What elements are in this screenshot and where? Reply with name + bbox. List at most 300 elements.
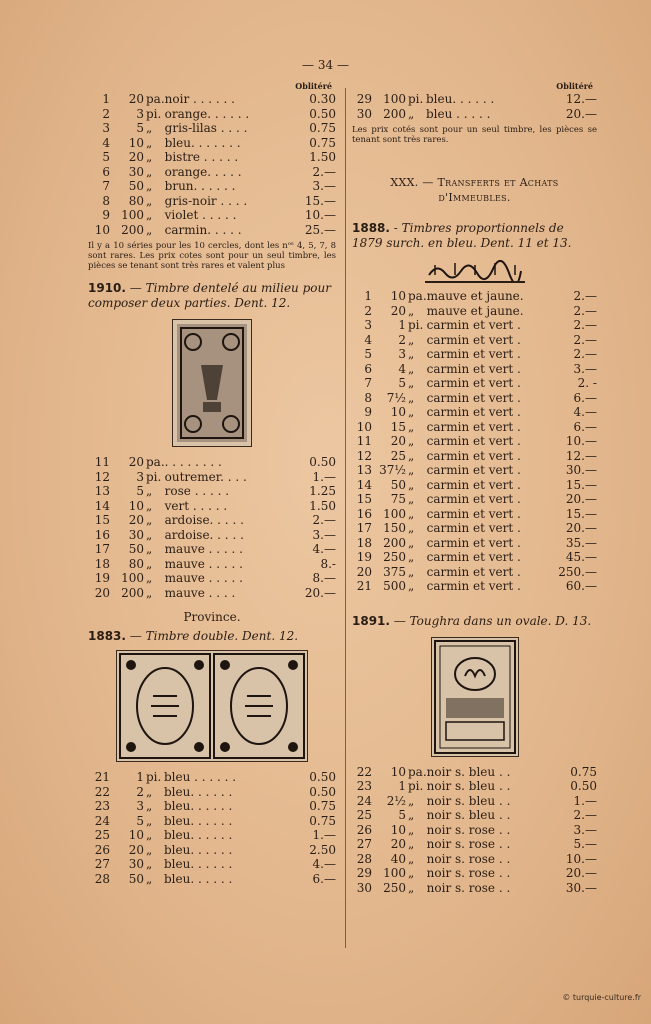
stamp-row [88, 499, 336, 514]
stamp-value: 200 [121, 585, 144, 600]
stamp-unit: pi. [146, 770, 162, 784]
stamp-row [352, 420, 597, 435]
stamp-value: 20 [128, 842, 144, 857]
stamp-number: 8 [364, 390, 372, 405]
stamp-value: 20 [128, 513, 144, 527]
stamp-unit: „ [408, 448, 415, 463]
stamp-price: 8.- [320, 556, 336, 571]
stamp-row [88, 121, 336, 136]
stamp-unit: „ [146, 542, 153, 556]
stamp-image-1910 [172, 319, 252, 447]
stamp-value: 20 [390, 434, 406, 448]
stamp-price: 4.— [312, 857, 336, 871]
stamp-price: 45.— [565, 550, 597, 564]
stamp-color: carmin et vert . [426, 492, 521, 506]
stamp-price: 1.50 [309, 150, 336, 164]
stamp-price: 0.75 [570, 764, 597, 779]
stamp-color: carmin et vert . [426, 332, 521, 347]
stamp-unit: „ [146, 842, 153, 857]
stamp-price: 1.50 [309, 498, 336, 513]
stamp-row [88, 150, 336, 165]
stamp-number: 12 [356, 448, 372, 463]
stamp-number: 9 [364, 405, 372, 419]
note-series: Il y a 10 séries pour les 10 cercles, dont les nᵒˢ 4, 5, 7, 8 sont rares. Les prix cotes sont pour un seul timbre, les pièces se tenant sont très rares et valent plus [88, 241, 336, 271]
stamp-number: 23 [356, 779, 372, 793]
stamp-unit: „ [408, 866, 415, 880]
stamp-row [88, 799, 336, 814]
stamp-price: 0.50 [309, 784, 336, 799]
section-xxx [352, 175, 597, 205]
stamp-price: 2.— [573, 303, 597, 318]
stamp-value: 5 [136, 484, 144, 498]
stamp-row [88, 92, 336, 107]
stamp-unit: „ [408, 390, 415, 405]
section-1910-year: 1910. [88, 281, 126, 295]
stamp-price: 2.— [312, 513, 336, 527]
stamp-unit: „ [408, 550, 415, 564]
stamp-table-29-30 [352, 92, 597, 121]
stamp-unit: „ [408, 851, 415, 866]
stamp-unit: „ [146, 828, 153, 842]
stamp-value: 5 [398, 376, 406, 390]
stamp-unit: „ [146, 813, 153, 828]
stamp-color: bleu . . . . . [426, 106, 491, 121]
stamp-row [88, 208, 336, 223]
stamp-table-1888 [352, 289, 597, 594]
stamp-unit: „ [408, 405, 415, 419]
stamp-value: 25 [390, 448, 406, 463]
stamp-number: 30 [356, 106, 372, 121]
stamp-value: 200 [121, 222, 144, 237]
stamp-price: 8.— [312, 571, 336, 585]
stamp-price: 0.50 [309, 455, 336, 469]
stamp-row [352, 852, 597, 867]
stamp-1910-illustration [173, 320, 251, 446]
stamp-color: carmin. . . . . [164, 222, 242, 237]
stamp-number: 26 [356, 822, 372, 837]
stamp-color: orange. . . . . . [164, 106, 250, 121]
stamp-value: 100 [383, 866, 406, 880]
stamp-number: 18 [356, 535, 372, 550]
stamp-color: bleu. . . . . . [164, 871, 233, 886]
stamp-row [352, 765, 597, 780]
left-column [88, 80, 336, 886]
stamp-value: 50 [128, 179, 144, 193]
stamp-value: 80 [128, 193, 144, 208]
stamp-value: 2½ [386, 793, 406, 808]
stamp-price: 25.— [304, 222, 336, 237]
stamp-value: 1 [398, 779, 406, 793]
stamp-price: 30.— [565, 880, 597, 895]
stamp-color: violet . . . . . [164, 208, 237, 222]
stamp-1891-illustration [432, 638, 518, 756]
stamp-row [88, 785, 336, 800]
stamp-color: gris-noir . . . . [164, 193, 248, 208]
stamp-number: 14 [356, 477, 372, 492]
province-heading: Province. [183, 610, 241, 624]
stamp-number: 24 [356, 793, 372, 808]
stamp-color: rose . . . . . [164, 484, 230, 498]
stamp-color: carmin et vert . [426, 347, 521, 361]
stamp-number: 16 [94, 527, 110, 542]
section-1883-text: — Timbre double. Dent. 12. [129, 629, 299, 643]
stamp-unit: „ [408, 332, 415, 347]
stamp-color: bleu. . . . . . [164, 857, 233, 871]
stamp-color: noir . . . . . . [164, 92, 235, 106]
stamp-price: 2.— [573, 347, 597, 361]
stamp-value: 200 [383, 106, 406, 121]
section-1891-text: — Toughra dans un ovale. D. 13. [393, 613, 592, 628]
stamp-unit: „ [408, 347, 415, 361]
stamp-price: 15.— [565, 477, 597, 492]
stamp-color: carmin et vert . [426, 376, 521, 390]
stamp-value: 10 [128, 135, 144, 150]
stamp-number: 5 [364, 347, 372, 361]
stamp-value: 80 [128, 556, 144, 571]
section-1891-year: 1891. [352, 613, 390, 628]
stamp-price: 30.— [565, 463, 597, 477]
stamp-unit: pi. [408, 92, 424, 106]
stamp-value: 1 [398, 318, 406, 332]
stamp-row [88, 455, 336, 470]
stamp-unit: „ [408, 506, 415, 521]
stamp-row [88, 571, 336, 586]
stamp-unit: „ [146, 121, 153, 135]
stamp-color: bleu. . . . . . [164, 799, 233, 813]
stamp-value: 10 [128, 828, 144, 842]
stamp-price: 0.75 [309, 813, 336, 828]
stamp-color: vert . . . . . [164, 498, 228, 513]
stamp-color: carmin et vert . [426, 477, 521, 492]
stamp-price: 3.— [573, 361, 597, 376]
stamp-row [352, 405, 597, 420]
stamp-color: carmin et vert . [426, 448, 521, 463]
stamp-price: 15.— [565, 506, 597, 521]
stamp-color: carmin et vert . [426, 405, 521, 419]
stamp-row [352, 579, 597, 594]
stamp-price: 20.— [565, 106, 597, 121]
stamp-value: 2 [398, 332, 406, 347]
stamp-value: 50 [390, 477, 406, 492]
stamp-value: 30 [128, 527, 144, 542]
stamp-price: 3.— [573, 822, 597, 837]
stamp-row [352, 449, 597, 464]
stamp-value: 40 [390, 851, 406, 866]
stamp-unit: „ [408, 564, 415, 579]
stamp-value: 250 [383, 550, 406, 564]
stamp-unit: „ [146, 585, 153, 600]
stamp-value: 30 [128, 857, 144, 871]
section-xxx-line1: XXX. — Transferts et Achats [390, 176, 559, 189]
stamp-unit: pa. [146, 455, 165, 469]
watermark: © turquie-culture.fr [562, 993, 641, 1002]
stamp-row [352, 107, 597, 122]
stamp-value: 3 [136, 799, 144, 813]
stamp-price: 5.— [573, 837, 597, 851]
stamp-price: 0.50 [309, 106, 336, 121]
stamp-price: 15.— [304, 193, 336, 208]
stamp-row [88, 513, 336, 528]
stamp-color: ardoise. . . . . [164, 527, 244, 542]
stamp-unit: pi. [408, 779, 424, 793]
stamp-row [352, 507, 597, 522]
stamp-unit: „ [146, 799, 153, 813]
stamp-number: 16 [356, 506, 372, 521]
stamp-number: 12 [94, 469, 110, 484]
stamp-number: 17 [356, 521, 372, 535]
stamp-unit: „ [408, 808, 415, 822]
stamp-row [352, 289, 597, 304]
stamp-value: 7½ [386, 390, 406, 405]
stamp-1883-illustration [117, 651, 307, 761]
stamp-value: 20 [128, 92, 144, 106]
stamp-number: 1 [364, 289, 372, 303]
stamp-number: 6 [364, 361, 372, 376]
stamp-value: 10 [390, 405, 406, 419]
stamp-number: 7 [102, 179, 110, 193]
stamp-row [352, 478, 597, 493]
stamp-color: gris-lilas . . . . [164, 121, 248, 135]
stamp-value: 375 [383, 564, 406, 579]
stamp-color: mauve . . . . [164, 585, 236, 600]
stamp-value: 3 [136, 469, 144, 484]
stamp-table-1-10 [88, 92, 336, 237]
stamp-price: 2. - [577, 376, 597, 390]
stamp-unit: pa. [408, 764, 427, 779]
stamp-unit: „ [146, 484, 153, 498]
stamp-color: carmin et vert . [426, 361, 521, 376]
stamp-color: . . . . . . . . [164, 455, 222, 469]
stamp-row [352, 492, 597, 507]
stamp-unit: pa. [146, 92, 165, 106]
stamp-row [88, 770, 336, 785]
stamp-number: 21 [94, 770, 110, 784]
section-1910-text: — Timbre dentelé au milieu pour composer deux parties. Dent. 12. [88, 281, 331, 310]
stamp-price: 20.— [565, 521, 597, 535]
stamp-unit: „ [146, 571, 153, 585]
stamp-unit: pi. [146, 106, 162, 121]
stamp-color: carmin et vert . [426, 419, 521, 434]
stamp-value: 5 [136, 121, 144, 135]
stamp-row [88, 179, 336, 194]
stamp-number: 10 [356, 419, 372, 434]
stamp-number: 22 [356, 764, 372, 779]
stamp-number: 2 [364, 303, 372, 318]
page-number: — 34 — [302, 58, 349, 72]
stamp-value: 20 [390, 837, 406, 851]
stamp-row [352, 434, 597, 449]
overprint-script-icon [425, 259, 525, 281]
stamp-number: 20 [94, 585, 110, 600]
stamp-price: 3.— [312, 527, 336, 542]
stamp-number: 30 [356, 880, 372, 895]
stamp-color: noir s. rose . . [426, 851, 511, 866]
stamp-row [352, 391, 597, 406]
stamp-unit: „ [146, 527, 153, 542]
stamp-value: 150 [383, 521, 406, 535]
stamp-color: noir s. rose . . [426, 866, 511, 880]
stamp-unit: „ [408, 419, 415, 434]
stamp-number: 14 [94, 498, 110, 513]
stamp-value: 5 [136, 813, 144, 828]
stamp-number: 7 [364, 376, 372, 390]
stamp-price: 1.— [573, 793, 597, 808]
stamp-price: 6.— [312, 871, 336, 886]
stamp-color: mauve . . . . . [164, 556, 243, 571]
stamp-number: 2 [102, 106, 110, 121]
stamp-color: mauve . . . . . [164, 571, 243, 585]
stamp-number: 21 [356, 579, 372, 593]
stamp-row [352, 881, 597, 896]
stamp-row [352, 333, 597, 348]
stamp-row [352, 866, 597, 881]
stamp-price: 20.— [565, 492, 597, 506]
stamp-price: 0.50 [570, 779, 597, 793]
stamp-number: 4 [102, 135, 110, 150]
stamp-number: 27 [356, 837, 372, 851]
stamp-row [88, 557, 336, 572]
stamp-row [88, 857, 336, 872]
stamp-color: brun. . . . . . [164, 179, 236, 193]
stamp-unit: „ [408, 376, 415, 390]
stamp-row [88, 843, 336, 858]
stamp-value: 10 [128, 498, 144, 513]
stamp-row [88, 828, 336, 843]
stamp-unit: „ [408, 434, 415, 448]
stamp-unit: „ [408, 837, 415, 851]
stamp-price: 35.— [565, 535, 597, 550]
stamp-price: 0.50 [309, 770, 336, 784]
stamp-color: carmin et vert . [426, 550, 521, 564]
stamp-value: 15 [390, 419, 406, 434]
stamp-number: 4 [364, 332, 372, 347]
note-price: Les prix cotés sont pour un seul timbre, les pièces se tenant sont très rares. [352, 125, 597, 145]
stamp-color: outremer. . . . [164, 469, 247, 484]
stamp-number: 28 [356, 851, 372, 866]
stamp-unit: „ [146, 193, 153, 208]
stamp-unit: „ [408, 880, 415, 895]
stamp-number: 19 [356, 550, 372, 564]
stamp-color: carmin et vert . [426, 521, 521, 535]
stamp-value: 10 [390, 764, 406, 779]
stamp-number: 3 [364, 318, 372, 332]
stamp-number: 11 [94, 455, 110, 469]
stamp-unit: „ [146, 135, 153, 150]
stamp-unit: „ [146, 222, 153, 237]
stamp-color: carmin et vert . [426, 318, 521, 332]
stamp-value: 3 [398, 347, 406, 361]
column-divider [345, 88, 346, 948]
stamp-price: 2.— [573, 332, 597, 347]
stamp-price: 2.— [573, 318, 597, 332]
stamp-price: 0.75 [309, 799, 336, 813]
stamp-color: bleu. . . . . . [164, 813, 233, 828]
stamp-row [88, 136, 336, 151]
stamp-price: 250.— [558, 564, 597, 579]
stamp-number: 18 [94, 556, 110, 571]
stamp-number: 9 [102, 208, 110, 222]
section-1888-text: - Timbres proportionnels de 1879 surch. en bleu. Dent. 11 et 13. [352, 221, 572, 250]
stamp-image-1891 [431, 637, 519, 757]
stamp-color: bleu. . . . . . [164, 828, 233, 842]
stamp-color: carmin et vert . [426, 579, 521, 593]
stamp-price: 1.— [312, 469, 336, 484]
section-1883 [88, 629, 336, 644]
stamp-row [88, 872, 336, 887]
stamp-row [88, 165, 336, 180]
stamp-row [88, 814, 336, 829]
stamp-color: noir s. rose . . [426, 880, 511, 895]
stamp-row [352, 823, 597, 838]
stamp-number: 13 [94, 484, 110, 498]
stamp-row [352, 362, 597, 377]
stamp-unit: pi. [408, 318, 424, 332]
stamp-unit: „ [146, 164, 153, 179]
stamp-color: noir s. bleu . . [426, 808, 511, 822]
stamp-price: 12.— [565, 92, 597, 106]
stamp-value: 30 [128, 164, 144, 179]
stamp-price: 6.— [573, 419, 597, 434]
stamp-color: bleu. . . . . . . [164, 135, 241, 150]
stamp-unit: „ [146, 150, 153, 164]
stamp-color: bleu. . . . . . [426, 92, 495, 106]
stamp-number: 28 [94, 871, 110, 886]
stamp-unit: „ [146, 871, 153, 886]
stamp-price: 4.— [573, 405, 597, 419]
stamp-value: 10 [390, 289, 406, 303]
stamp-number: 23 [94, 799, 110, 813]
right-column [352, 80, 597, 895]
stamp-unit: „ [408, 793, 415, 808]
stamp-value: 100 [121, 208, 144, 222]
stamp-unit: „ [408, 303, 415, 318]
stamp-row [352, 808, 597, 823]
stamp-value: 50 [128, 542, 144, 556]
section-xxx-line2: d'Immeubles. [438, 191, 511, 204]
stamp-number: 15 [94, 513, 110, 527]
stamp-row [88, 470, 336, 485]
stamp-row [352, 794, 597, 809]
stamp-unit: „ [408, 477, 415, 492]
stamp-value: 3 [136, 106, 144, 121]
stamp-image-1883 [116, 650, 308, 762]
stamp-row [352, 376, 597, 391]
stamp-unit: „ [146, 513, 153, 527]
stamp-unit: „ [146, 208, 153, 222]
stamp-unit: pi. [146, 469, 162, 484]
oblitere-header-left: Oblitéré [295, 81, 332, 91]
section-1891 [352, 614, 597, 629]
stamp-value: 20 [390, 303, 406, 318]
stamp-row [352, 92, 597, 107]
stamp-number: 13 [356, 463, 372, 477]
stamp-price: 20.— [304, 585, 336, 600]
stamp-price: 1.— [312, 828, 336, 842]
stamp-number: 22 [94, 784, 110, 799]
section-1883-year: 1883. [88, 629, 126, 643]
stamp-color: noir s. bleu . . [426, 764, 511, 779]
stamp-row [88, 107, 336, 122]
stamp-value: 5 [398, 808, 406, 822]
stamp-price: 2.— [573, 808, 597, 822]
stamp-price: 0.75 [309, 135, 336, 150]
stamp-price: 10.— [304, 208, 336, 222]
stamp-color: carmin et vert . [426, 564, 521, 579]
stamp-row [352, 565, 597, 580]
stamp-value: 100 [121, 571, 144, 585]
stamp-value: 100 [383, 506, 406, 521]
oblitere-header-right: Oblitéré [556, 81, 593, 91]
